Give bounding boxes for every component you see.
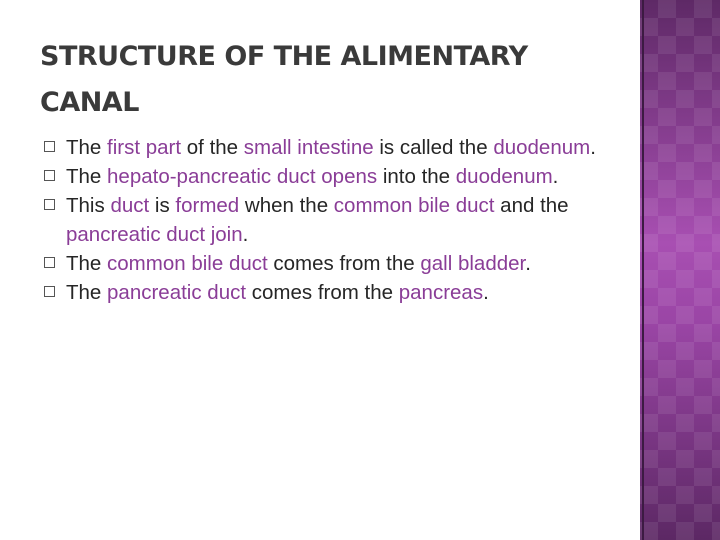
bullet-text: .: [483, 281, 489, 304]
bullet-text: of the: [181, 136, 244, 159]
highlighted-term: gall bladder: [420, 252, 526, 275]
bullet-square-icon: [44, 141, 55, 152]
bullet-item: [44, 133, 614, 162]
highlighted-term: common bile duct: [333, 194, 495, 217]
bullet-square-icon: [44, 257, 55, 268]
bullet-text: This: [66, 194, 111, 217]
bullet-text: and the: [494, 194, 569, 217]
highlighted-term: pancreatic duct: [107, 281, 247, 304]
highlighted-term: pancreatic duct join: [66, 223, 243, 246]
bullet-text: The: [66, 252, 108, 275]
highlighted-term: duodenum: [455, 165, 553, 188]
bullet-text: The: [66, 165, 108, 188]
slide-title-line: CANAL: [40, 87, 139, 118]
bullet-text: comes from the: [246, 281, 399, 304]
bullet-text: The: [66, 136, 108, 159]
bullet-text: is called the: [373, 136, 494, 159]
bullet-text: .: [552, 165, 559, 188]
slide-title-line: STRUCTURE OF THE ALIMENTARY: [40, 41, 528, 72]
decorative-side-band: [640, 0, 720, 540]
bullet-square-icon: [44, 170, 55, 181]
bullet-square-icon: [44, 286, 55, 297]
bullet-list: [44, 133, 614, 307]
highlighted-term: formed: [175, 194, 240, 217]
bullet-item: [44, 278, 614, 307]
bullet-text: comes from the: [267, 252, 421, 275]
highlighted-term: first part: [107, 136, 182, 159]
slide-title: [40, 34, 600, 126]
bullet-text: when the: [239, 194, 334, 217]
bullet-text: into the: [377, 165, 456, 188]
highlighted-term: hepato-pancreatic duct opens: [107, 165, 378, 188]
bullet-item: [44, 162, 614, 191]
bullet-text: .: [525, 252, 531, 275]
highlighted-term: common bile duct: [107, 252, 268, 275]
bullet-item: [44, 191, 614, 249]
bullet-square-icon: [44, 199, 55, 210]
highlighted-term: small intestine: [243, 136, 374, 159]
side-band-edge: [642, 0, 644, 540]
bullet-item: [44, 249, 614, 278]
highlighted-term: duodenum: [493, 136, 591, 159]
highlighted-term: duct: [110, 194, 150, 217]
highlighted-term: pancreas: [398, 281, 484, 304]
bullet-text: .: [590, 136, 596, 159]
bullet-text: .: [242, 223, 249, 246]
bullet-text: is: [149, 194, 176, 217]
bullet-text: The: [66, 281, 108, 304]
